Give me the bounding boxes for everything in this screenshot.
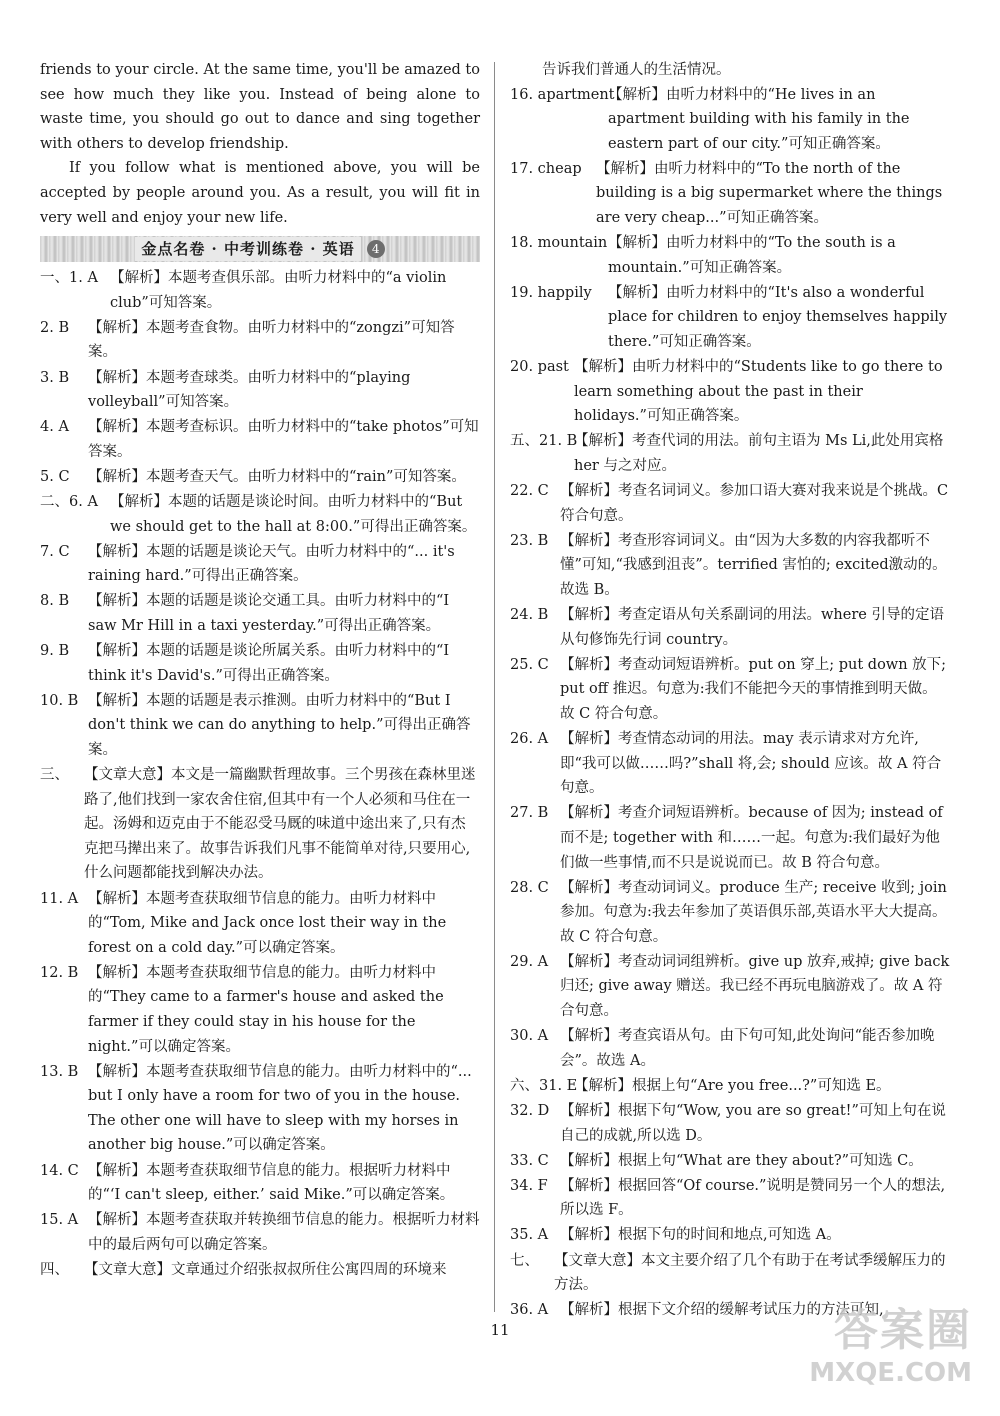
answer-explanation: 【解析】本题考查俱乐部。由听力材料中的“a violin club”可知答案。 xyxy=(110,270,447,311)
banner-title: 金点名卷 · 中考训练卷 · 英语 xyxy=(135,237,360,262)
answer-entry xyxy=(510,876,950,950)
answer-explanation: 【解析】根据上句“What are they about?”可知选 C。 xyxy=(560,1152,923,1169)
continuation-text: 告诉我们普通人的生活情况。 xyxy=(542,62,731,78)
answer-entry xyxy=(40,540,480,589)
answer-number: 29. A xyxy=(510,953,549,970)
answer-entry xyxy=(510,281,950,355)
answer-number: 13. B xyxy=(40,1063,79,1080)
right-column xyxy=(510,58,950,1323)
intro-paragraph-2: If you follow what is mentioned above, you will be accepted by people around you. As a result, you will fit in very well and enjoy your new life. xyxy=(40,160,480,226)
answer-entry xyxy=(510,157,950,231)
answer-number: 22. C xyxy=(510,483,549,500)
answer-number: 5. C xyxy=(40,468,70,485)
answer-entry xyxy=(510,1099,950,1148)
answer-number: 25. C xyxy=(510,656,549,673)
answer-explanation: 【解析】考查动词短语辨析。put on 穿上; put down 放下; put off 推迟。句意为:我们不能把今天的事情推到明天做。故 C 符合句意。 xyxy=(560,656,947,722)
answer-entry xyxy=(40,1258,480,1283)
answer-explanation: 【解析】由听力材料中的“He lives in an apartment building with his family in the eastern part of our city.”可知正确答案。 xyxy=(608,86,910,152)
answer-explanation: 【解析】考查名词词义。参加口语大赛对我来说是个挑战。C 符合句意。 xyxy=(560,483,949,524)
answer-explanation: 【解析】考查形容词词义。由“因为大多数的内容我都听不懂”可知,“我感到沮丧”。terrified 害怕的; excited激动的。故选 B。 xyxy=(560,532,947,598)
answer-explanation: 【解析】本题考查天气。由听力材料中的“rain”可知答案。 xyxy=(88,468,466,485)
answer-entry xyxy=(40,961,480,1059)
left-answer-list xyxy=(40,266,480,1282)
answer-number: 2. B xyxy=(40,319,70,336)
watermark-main-text: 答案圈 xyxy=(834,1305,972,1356)
answer-explanation: 【解析】由听力材料中的“Students like to go there to learn something about the past in their holidays.”可知正确答案。 xyxy=(574,359,943,425)
answer-entry xyxy=(40,316,480,365)
answer-entry xyxy=(510,950,950,1024)
answer-number: 19. happily xyxy=(510,284,592,301)
page-number: 11 xyxy=(490,1321,510,1339)
answer-explanation: 【解析】本题考查获取细节信息的能力。由听力材料中的“Tom, Mike and Jack once lost their way in the forest on a cold day.”可以确定答案。 xyxy=(88,890,447,956)
answer-entry xyxy=(40,589,480,638)
answer-number: 28. C xyxy=(510,879,549,896)
section-banner xyxy=(40,236,480,262)
answer-entry xyxy=(510,1149,950,1174)
column-divider xyxy=(494,62,495,1312)
answer-number: 10. B xyxy=(40,692,79,709)
answer-entry xyxy=(40,689,480,763)
answer-explanation: 【解析】根据下句的时间和地点,可知选 A。 xyxy=(560,1227,841,1244)
answer-number: 二、6. A xyxy=(40,494,98,510)
watermark-logo xyxy=(802,1304,972,1404)
answer-explanation: 【解析】考查定语从句关系副词的用法。where 引导的定语从句修饰先行词 country。 xyxy=(560,607,944,648)
answer-explanation: 【解析】考查动词词义。produce 生产; receive 收到; join 参加。句意为:我去年参加了英语俱乐部,英语水平大大提高。故 C 符合句意。 xyxy=(560,879,947,945)
answer-explanation: 【解析】本题考查获取细节信息的能力。根据听力材料中的“‘I can't sleep, either.’ said Mike.”可以确定答案。 xyxy=(88,1162,455,1204)
answer-entry xyxy=(510,727,950,801)
intro-paragraph-1: friends to your circle. At the same time, you'll be amazed to see how much they like you. Instead of being alone to waste time, you should go out to dance and sing together with others to develop friendship. xyxy=(40,62,480,152)
answer-entry xyxy=(40,1208,480,1257)
answer-explanation: 【解析】根据下文介绍的缓解考试压力的方法可知, xyxy=(560,1302,884,1319)
answer-entry xyxy=(510,83,950,157)
answer-explanation: 【解析】考查宾语从句。由下句可知,此处询问“能否参加晚会”。故选 A。 xyxy=(560,1028,935,1069)
answer-entry xyxy=(510,529,950,603)
banner-number-badge: 4 xyxy=(367,240,385,258)
answer-number: 26. A xyxy=(510,731,549,748)
answer-number: 9. B xyxy=(40,643,70,660)
answer-entry xyxy=(40,639,480,688)
answer-number: 30. A xyxy=(510,1028,549,1045)
answer-explanation: 【文章大意】文章通过介绍张叔叔所住公寓四周的环境来 xyxy=(84,1261,447,1278)
answer-entry xyxy=(510,1174,950,1223)
answer-number: 34. F xyxy=(510,1177,548,1194)
answer-entry xyxy=(40,887,480,961)
answer-explanation: 【解析】本题的话题是谈论天气。由听力材料中的“... it's raining hard.”可得出正确答案。 xyxy=(88,543,455,585)
answer-entry xyxy=(510,603,950,652)
answer-entry xyxy=(40,490,480,539)
answer-number: 七、 xyxy=(510,1252,539,1269)
answer-entry xyxy=(510,355,950,429)
answer-explanation: 【解析】本题考查获取细节信息的能力。由听力材料中的“... but I only have a room for two of you in the house. The other one will have to sleep with my horses in another big house.”可以确定答案。 xyxy=(88,1063,472,1154)
right-answer-list xyxy=(510,83,950,1323)
answer-explanation: 【解析】本题考查标识。由听力材料中的“take photos”可知答案。 xyxy=(88,419,479,460)
answer-entry xyxy=(510,1223,950,1248)
answer-explanation: 【解析】考查动词词组辨析。give up 放弃,戒掉; give back 归还; give away 赠送。我已经不再玩电脑游戏了。故 A 符合句意。 xyxy=(560,953,950,1020)
answer-explanation: 【解析】本题的话题是表示推测。由听力材料中的“But I don't think we can do anything to help.”可得出正确答案。 xyxy=(88,692,471,758)
answer-number: 18. mountain xyxy=(510,235,608,252)
answer-entry xyxy=(40,266,480,315)
answer-number: 8. B xyxy=(40,593,70,610)
answer-explanation: 【解析】本题的话题是谈论所属关系。由听力材料中的“I think it's David's.”可得出正确答案。 xyxy=(88,643,450,684)
answer-entry xyxy=(40,465,480,490)
answer-explanation: 【解析】本题考查获取并转换细节信息的能力。根据听力材料中的最后两句可以确定答案。 xyxy=(88,1212,480,1253)
answer-number: 五、21. B xyxy=(510,433,578,450)
answer-number: 32. D xyxy=(510,1102,550,1119)
answer-explanation: 【解析】本题考查获取细节信息的能力。由听力材料中的“They came to a farmer's house and asked the farmer if they could stay in his house for the night.”可以确定答案。 xyxy=(88,964,444,1055)
left-column xyxy=(40,58,480,1283)
answer-number: 4. A xyxy=(40,419,69,436)
answer-entry xyxy=(510,429,950,478)
answer-entry xyxy=(510,479,950,528)
answer-number: 20. past xyxy=(510,359,569,376)
answer-number: 27. B xyxy=(510,805,549,822)
answer-explanation: 【解析】根据回答“Of course.”说明是赞同另一个人的想法,所以选 F。 xyxy=(560,1177,946,1219)
answer-number: 15. A xyxy=(40,1212,79,1229)
answer-entry xyxy=(40,1060,480,1158)
answer-number: 33. C xyxy=(510,1152,549,1169)
answer-number: 36. A xyxy=(510,1302,549,1319)
answer-number: 24. B xyxy=(510,607,549,624)
answer-explanation: 【解析】本题考查球类。由听力材料中的“playing volleyball”可知答案。 xyxy=(88,369,411,411)
answer-entry xyxy=(40,415,480,464)
answer-explanation: 【解析】由听力材料中的“To the north of the building is a big supermarket where the things are very cheap...”可知正确答案。 xyxy=(596,160,943,227)
answer-explanation: 【解析】本题考查食物。由听力材料中的“zongzi”可知答案。 xyxy=(88,319,455,361)
answer-number: 7. C xyxy=(40,543,70,560)
answer-entry xyxy=(510,801,950,875)
answer-number: 一、1. A xyxy=(40,270,98,287)
answer-explanation: 【解析】由听力材料中的“It's also a wonderful place for children to enjoy themselves happily there.”可知正确答案。 xyxy=(608,284,948,351)
answer-entry xyxy=(510,1024,950,1073)
answer-entry xyxy=(40,1159,480,1208)
answer-number: 12. B xyxy=(40,964,79,981)
answer-explanation: 【解析】根据下句“Wow, you are so great!”可知上句在说自己的成就,所以选 D。 xyxy=(560,1102,946,1144)
answer-entry xyxy=(510,231,950,280)
answer-number: 四、 xyxy=(40,1261,69,1278)
answer-explanation: 【解析】本题的话题是谈论时间。由听力材料中的“But we should get to the hall at 8:00.”可得出正确答案。 xyxy=(110,494,477,535)
answer-entry xyxy=(510,1249,950,1298)
answer-explanation: 【解析】由听力材料中的“To the south is a mountain.”可知正确答案。 xyxy=(608,235,896,276)
answer-number: 11. A xyxy=(40,890,79,907)
answer-number: 3. B xyxy=(40,369,70,386)
answer-explanation: 【解析】考查代词的用法。前句主语为 Ms Li,此处用宾格 her 与之对应。 xyxy=(574,433,944,474)
answer-explanation: 【解析】本题的话题是谈论交通工具。由听力材料中的“I saw Mr Hill in a taxi yesterday.”可得出正确答案。 xyxy=(88,593,450,634)
answer-explanation: 【文章大意】本文主要介绍了几个有助于在考试季缓解压力的方法。 xyxy=(554,1252,946,1294)
answer-number: 17. cheap xyxy=(510,160,582,177)
answer-number: 16. apartment xyxy=(510,86,615,103)
answer-explanation: 【解析】根据上句“Are you free...?”可知选 E。 xyxy=(574,1077,891,1094)
answer-entry xyxy=(510,653,950,727)
answer-number: 六、31. E xyxy=(510,1077,578,1094)
answer-entry xyxy=(40,366,480,415)
watermark-sub-text: MXQE.COM xyxy=(809,1358,972,1388)
answer-entry xyxy=(510,1074,950,1099)
answer-number: 35. A xyxy=(510,1227,549,1244)
answer-explanation: 【解析】考查介词短语辨析。because of 因为; instead of 而不是; together with 和……一起。句意为:我们最好为他们做一些事情,而不只是说说而已。故 B 符合句意。 xyxy=(560,805,943,871)
answer-number: 23. B xyxy=(510,532,549,549)
answer-explanation: 【解析】考查情态动词的用法。may 表示请求对方允许,即“我可以做……吗?”shall 将,会; should 应该。故 A 符合句意。 xyxy=(560,731,942,797)
answer-number: 三、 xyxy=(40,767,69,784)
answer-explanation: 【文章大意】本文是一篇幽默哲理故事。三个男孩在森林里迷路了,他们找到一家农舍住宿,但其中有一个人必须和马住在一起。汤姆和迈克由于不能忍受马厩的味道中途出来了,只有杰克把马撵出来了。故事告诉我们凡事不能简单对待,只要用心,什么问题都能找到解决办法。 xyxy=(84,767,476,882)
answer-entry xyxy=(40,763,480,886)
answer-number: 14. C xyxy=(40,1162,79,1179)
